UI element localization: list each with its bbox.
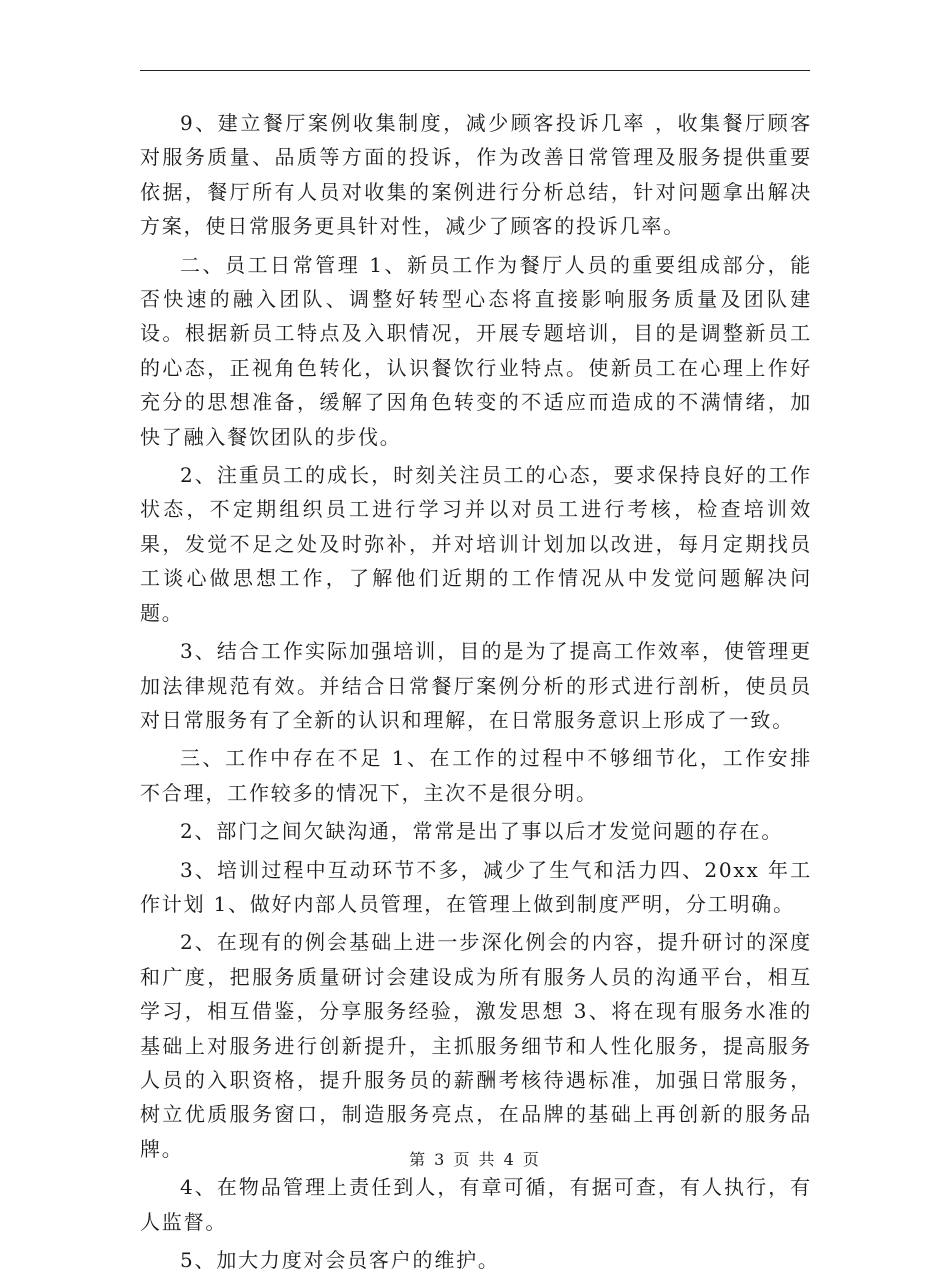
paragraph-1: 9、建立餐厅案例收集制度，减少顾客投诉几率 ，收集餐厅顾客对服务质量、品质等方面的投诉，作为改善日常管理及服务提供重要依据，餐厅所有人员对收集的案例进行分析总结，针对问题拿出解决方案，使日常服务更具针对性，减少了顾客的投诉几率。 — [140, 111, 812, 239]
paragraph-10: 5、加大力度对会员客户的维护。 — [180, 1248, 500, 1272]
page-number: 第 3 页 共 4 页 — [409, 1150, 541, 1169]
paragraph-2: 二、员工日常管理 1、新员工作为餐厅人员的重要组成部分，能否快速的融入团队、调整好转型心态将直接影响服务质量及团队建设。根据新员工特点及入职情况，开展专题培训，目的是调整新员工的心态，正视角色转化，认识餐饮行业特点。使新员工在心理上作好充分的思想准备，缓解了因角色转变的不适应而造成的不满情绪，加快了融入餐饮团队的步伐。 — [140, 252, 812, 449]
paragraph-9: 4、在物品管理上责任到人，有章可循，有据可查，有人执行，有人监督。 — [140, 1175, 812, 1234]
paragraph-5: 三、工作中存在不足 1、在工作的过程中不够细节化，工作安排不合理，工作较多的情况下，主次不是很分明。 — [140, 746, 812, 805]
paragraph-8: 2、在现有的例会基础上进一步深化例会的内容，提升研讨的深度和广度，把服务质量研讨会建设成为所有服务人员的沟通平台，相互学习，相互借鉴，分享服务经验，激发思想 3、将在现有服务水准的基础上对服务进行创新提升，主抓服务细节和人性化服务，提高服务人员的入职资格，提升服务员的薪酬考核待遇标准，加强日常服务，树立优质服务窗口，制造服务亮点，在品牌的基础上再创新的服务品牌。 — [140, 930, 812, 1161]
paragraph-3: 2、注重员工的成长，时刻关注员工的心态，要求保持良好的工作状态，不定期组织员工进行学习并以对员工进行考核，检查培训效果，发觉不足之处及时弥补，并对培训计划加以改进，每月定期找员工谈心做思想工作，了解他们近期的工作情况从中发觉问题解决问题。 — [140, 463, 812, 625]
paragraph-6: 2、部门之间欠缺沟通，常常是出了事以后才发觉问题的存在。 — [180, 819, 784, 844]
document-body — [140, 106, 812, 1281]
header-rule — [140, 70, 810, 71]
paragraph-4: 3、结合工作实际加强培训，目的是为了提高工作效率，使管理更加法律规范有效。并结合日常餐厅案例分析的形式进行剖析，使员员对日常服务有了全新的认识和理解，在日常服务意识上形成了一致。 — [140, 639, 812, 732]
paragraph-7: 3、培训过程中互动环节不多，减少了生气和活力四、20xx 年工作计划 1、做好内部人员管理，在管理上做到制度严明，分工明确。 — [140, 857, 812, 916]
